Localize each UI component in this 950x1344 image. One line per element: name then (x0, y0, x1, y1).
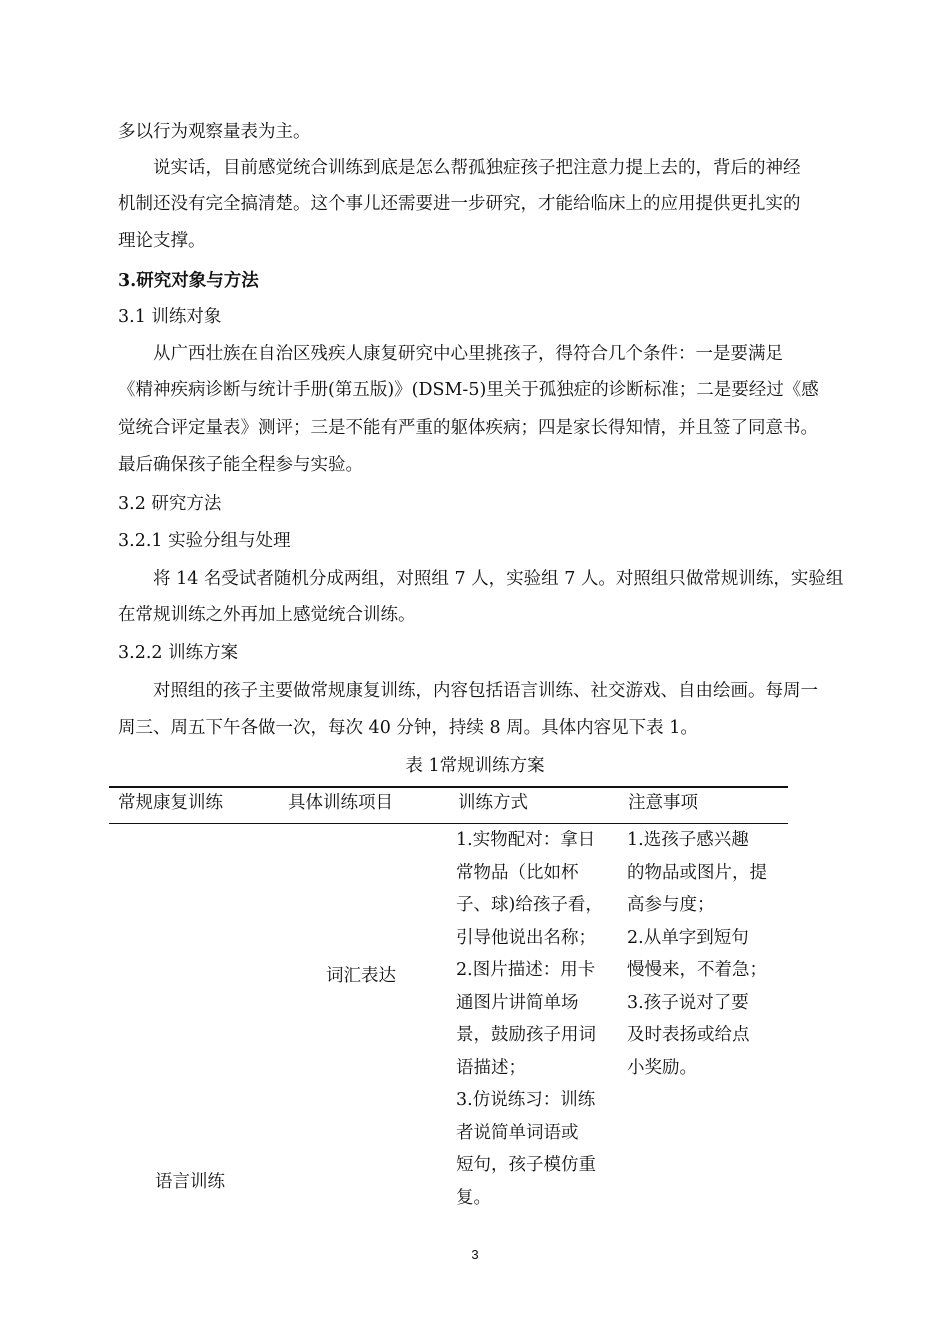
cell-line: 景，鼓励孩子用词 (456, 1025, 596, 1045)
paragraph-line: 机制还没有完全搞清楚。这个事儿还需要进一步研究，才能给临床上的应用提供更扎实的 (118, 194, 801, 214)
table-header-cell: 注意事项 (628, 793, 698, 813)
cell-line: 通图片讲简单场 (456, 992, 579, 1013)
cell-line: 及时表扬或给点 (627, 1025, 750, 1045)
cell-line: 3.仿说练习：训练 (456, 1090, 596, 1110)
cell-line: 语描述； (456, 1057, 526, 1078)
paragraph-line: 多以行为观察量表为主。 (118, 122, 311, 142)
cell-line: 小奖励。 (627, 1057, 697, 1078)
cell-line: 短句，孩子模仿重 (456, 1155, 596, 1175)
cell-line: 慢慢来，不着急； (627, 960, 767, 980)
cell-line: 子、球)给孩子看， (456, 895, 603, 915)
cell-line: 引导他说出名称； (456, 927, 596, 948)
subsection-heading: 3.2.1 实验分组与处理 (118, 531, 291, 551)
cell-line: 1.选孩子感兴趣 (627, 830, 749, 850)
table-caption: 表 1常规训练方案 (405, 756, 545, 776)
subsection-heading: 3.1 训练对象 (118, 307, 222, 327)
cell-line: 复。 (456, 1187, 491, 1208)
cell-line: 2.从单字到短句 (627, 927, 749, 948)
cell-line: 2.图片描述：用卡 (456, 960, 596, 980)
paragraph-line: 在常规训练之外再加上感觉统合训练。 (118, 605, 416, 625)
cell-line: 者说简单词语或 (456, 1122, 579, 1143)
table-cell-item: 词汇表达 (326, 966, 396, 986)
paragraph-line: 理论支撑。 (118, 231, 206, 251)
paragraph-line: 最后确保孩子能全程参与实验。 (118, 455, 363, 475)
subsection-heading: 3.2.2 训练方案 (118, 643, 239, 663)
paragraph-line: 《精神疾病诊断与统计手册(第五版)》(DSM-5)里关于孤独症的诊断标准；二是要经过《感 (118, 380, 819, 400)
page-number: 3 (471, 1247, 479, 1262)
paragraph-line: 对照组的孩子主要做常规康复训练，内容包括语言训练、社交游戏、自由绘画。每周一 (153, 681, 818, 701)
paragraph-line: 觉统合评定量表》测评；三是不能有严重的躯体疾病；四是家长得知情，并且签了同意书。 (118, 418, 818, 438)
cell-line: 高参与度； (627, 895, 715, 915)
section-heading: 3.研究对象与方法 (118, 271, 259, 291)
table-cell-notes (627, 824, 767, 1084)
cell-line: 1.实物配对：拿日 (456, 830, 596, 850)
table-header-cell: 具体训练项目 (288, 793, 393, 813)
cell-line: 3.孩子说对了要 (627, 992, 749, 1013)
table-header-cell: 训练方式 (458, 793, 528, 813)
table-top-rule (109, 786, 788, 788)
paragraph-line: 周三、周五下午各做一次，每次 40 分钟，持续 8 周。具体内容见下表 1。 (118, 718, 698, 738)
table-cell-category: 语言训练 (155, 1172, 225, 1192)
subsection-heading: 3.2 研究方法 (118, 494, 222, 514)
paragraph-line: 从广西壮族在自治区残疾人康复研究中心里挑孩子，得符合几个条件：一是要满足 (153, 344, 783, 364)
paragraph-line: 说实话，目前感觉统合训练到底是怎么帮孤独症孩子把注意力提上去的，背后的神经 (153, 158, 801, 178)
paragraph-line: 将 14 名受试者随机分成两组，对照组 7 人，实验组 7 人。对照组只做常规训练，实验组 (153, 569, 844, 589)
table-header-cell: 常规康复训练 (118, 793, 223, 813)
cell-line: 常物品（比如杯 (456, 862, 579, 883)
cell-line: 的物品或图片，提 (627, 862, 767, 883)
table-cell-method (456, 824, 603, 1214)
